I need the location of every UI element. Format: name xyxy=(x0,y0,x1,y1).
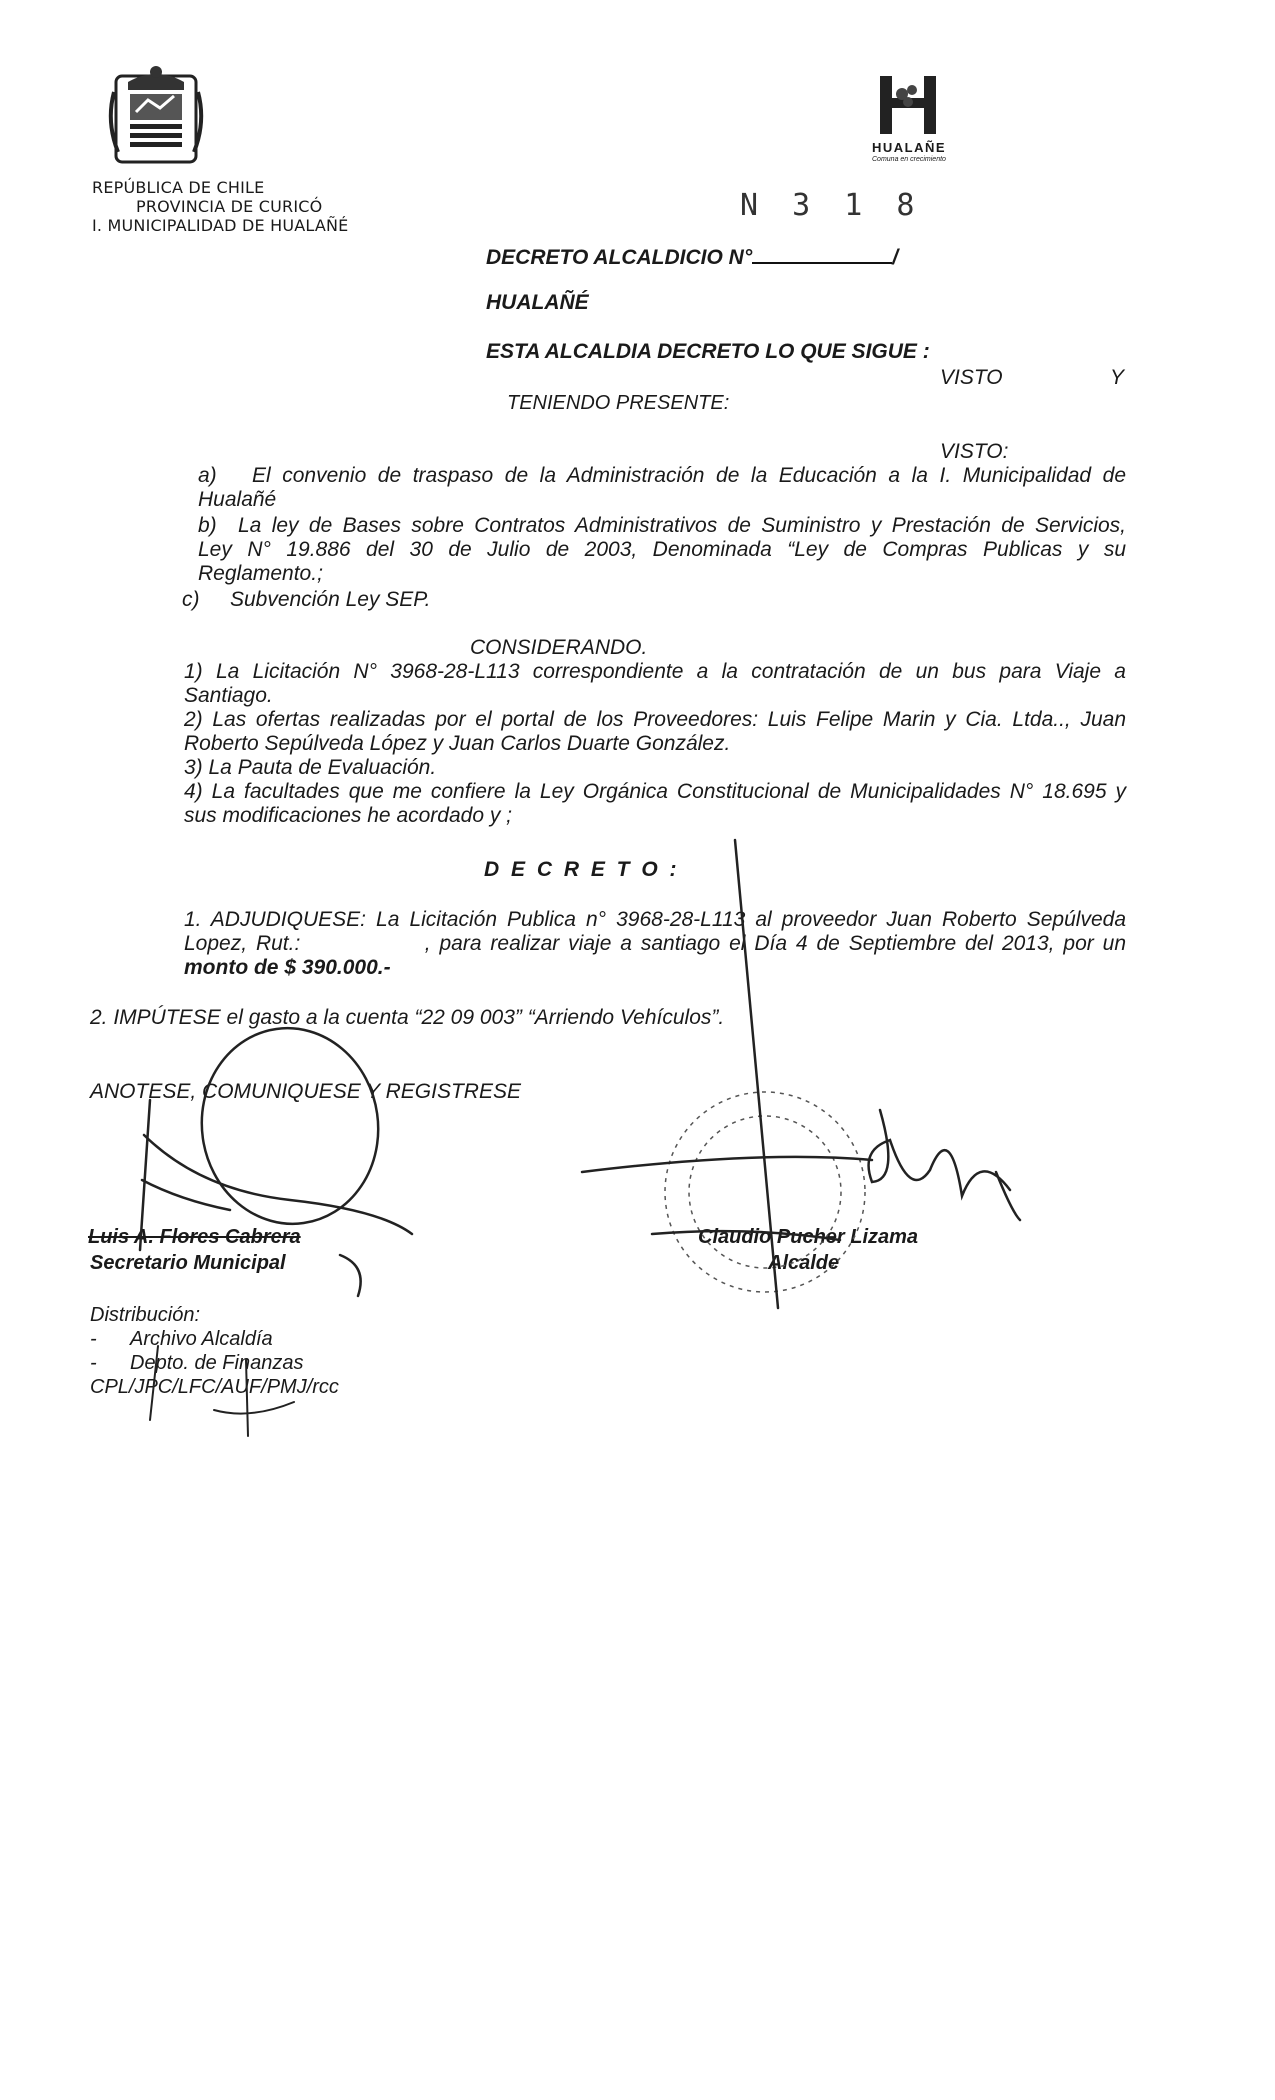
visto-item-b: b) La ley de Bases sobre Contratos Administrativos de Suministro y Prestación de Servicios, Ley N° 19.886 del 30 de Julio de 2003, Denominada “Ley de Compras Publicas y su Reglamento.; xyxy=(198,514,1126,585)
decree-intro: ESTA ALCALDIA DECRETO LO QUE SIGUE : xyxy=(486,340,930,363)
visto-item-c: c) Subvención Ley SEP. xyxy=(182,588,431,611)
right-signer-name: Claudio Pucher Lizama xyxy=(698,1226,919,1248)
logo-text: HUALAÑE xyxy=(872,140,947,155)
teniendo-presente: TENIENDO PRESENTE: xyxy=(507,392,730,414)
visto-word: VISTO xyxy=(940,366,1003,389)
stamp-number: N 3 1 8 xyxy=(740,188,923,223)
distribution-item: - Archivo Alcaldía xyxy=(90,1328,273,1350)
visto-heading: VISTO: xyxy=(940,440,1009,463)
considerando-body: 1) La Licitación N° 3968-28-L113 correspondiente a la contratación de un bus para Viaje a Santiago. 2) Las ofertas realizadas por el portal de los Proveedores: Luis Felipe Marin y Cia. Ltda.., Juan Roberto Sepúlveda López y Juan Carlos Duarte González. 3) La Pauta de Evaluación. 4) La facultades que me confiere la Ley Orgánica Constitucional de Municipalidades N° 18.695 y sus modificaciones he acordado y ; xyxy=(184,660,1126,827)
left-signer-title: Secretario Municipal xyxy=(90,1252,286,1274)
decreto-heading: D E C R E T O : xyxy=(484,858,680,881)
header-province: PROVINCIA DE CURICÓ xyxy=(136,197,323,216)
distribution-heading: Distribución: xyxy=(90,1304,201,1326)
distribution-initials: CPL/JPC/LFC/AUF/PMJ/rcc xyxy=(90,1376,339,1398)
decreto-item-1: 1. ADJUDIQUESE: La Licitación Publica n° 3968-28-L113 al proveedor Juan Roberto Sepúlveda Lopez, Rut.: , para realizar viaje a santiago el Día 4 de Septiembre del 2013, por un monto de $ 390.000.- xyxy=(184,908,1126,979)
distribution-item: - Depto. de Finanzas xyxy=(90,1352,304,1374)
closing-formula: ANOTESE, COMUNIQUESE Y REGISTRESE xyxy=(90,1080,521,1103)
header-republic: REPÚBLICA DE CHILE xyxy=(92,178,265,197)
y-word: Y xyxy=(1110,366,1125,389)
visto-item-a: a) El convenio de traspaso de la Administración de la Educación a la I. Municipalidad de Hualañé xyxy=(198,464,1126,511)
left-signer-name: Luis A. Flores Cabrera xyxy=(88,1226,301,1248)
considerando-heading: CONSIDERANDO. xyxy=(470,636,648,659)
decree-place: HUALAÑÉ xyxy=(486,291,589,314)
decreto-item-2: 2. IMPÚTESE el gasto a la cuenta “22 09 003” “Arriendo Vehículos”. xyxy=(90,1006,725,1029)
header-municipality: I. MUNICIPALIDAD DE HUALAÑÉ xyxy=(92,216,349,235)
logo-tagline: Comuna en crecimiento xyxy=(872,156,946,163)
decree-label: DECRETO ALCALDICIO N° / xyxy=(486,242,898,270)
right-signer-title: Alcalde xyxy=(768,1252,840,1274)
